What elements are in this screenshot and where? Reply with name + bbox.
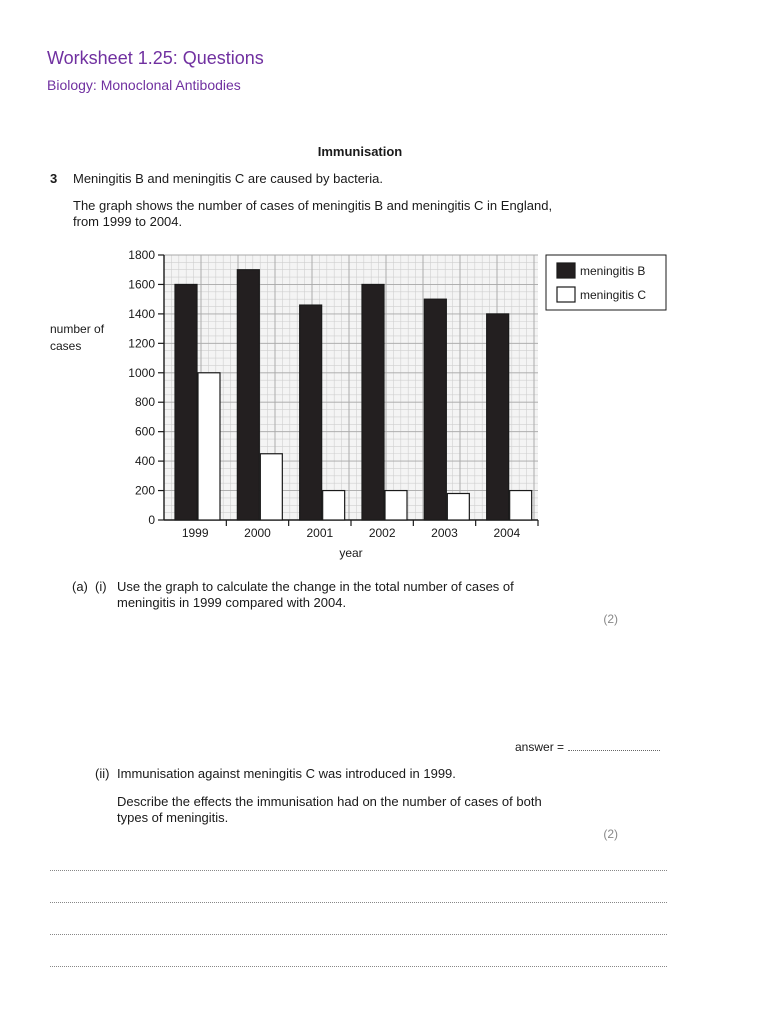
worksheet-title: Worksheet 1.25: Questions	[47, 48, 264, 68]
x-tick-label: 2002	[368, 526, 396, 540]
part-a-ii-marks: (2)	[603, 827, 618, 841]
y-tick-label: 1000	[128, 365, 155, 380]
answer-label: answer =	[515, 740, 565, 754]
part-a-label: (a)	[72, 579, 88, 594]
legend-label: meningitis C	[580, 288, 647, 302]
answer-writing-line[interactable]	[50, 870, 667, 871]
part-a-i-marks: (2)	[603, 612, 618, 626]
y-tick-label: 1800	[128, 248, 155, 262]
part-a-ii-text-line1: Immunisation against meningitis C was introduced in 1999.	[117, 766, 456, 781]
answer-writing-line[interactable]	[50, 934, 667, 935]
y-tick-label: 200	[134, 483, 155, 498]
bar-meningitis-c	[323, 491, 345, 520]
bar-meningitis-b	[487, 314, 509, 520]
bar-meningitis-c	[510, 491, 532, 520]
x-tick-label: 2000	[244, 526, 271, 540]
part-a-i-text-line2: meningitis in 1999 compared with 2004.	[117, 595, 347, 610]
bar-meningitis-b	[300, 305, 322, 520]
legend-label: meningitis B	[580, 264, 646, 278]
y-tick-label: 800	[134, 395, 155, 410]
bar-meningitis-c	[385, 491, 407, 520]
bar-meningitis-b	[362, 284, 384, 520]
part-a-ii-text-line3: types of meningitis.	[117, 810, 229, 825]
x-tick-label: 2003	[431, 526, 458, 540]
part-a-i-text-line1: Use the graph to calculate the change in the total number of cases of	[117, 579, 514, 594]
legend-swatch	[557, 263, 575, 278]
x-tick-label: 2004	[493, 526, 521, 540]
bar-meningitis-b	[237, 270, 259, 520]
y-axis-label: cases	[50, 339, 82, 353]
x-axis-label: year	[339, 546, 363, 560]
answer-dotted-line[interactable]	[568, 740, 660, 751]
answer-field[interactable]	[515, 740, 660, 754]
bar-meningitis-c	[198, 373, 220, 520]
legend-swatch	[557, 287, 575, 302]
question-intro: Meningitis B and meningitis C are caused by bacteria.	[73, 171, 383, 186]
x-tick-label: 2001	[306, 526, 334, 540]
x-tick-label: 1999	[181, 526, 209, 540]
y-tick-label: 400	[134, 454, 155, 469]
part-a-ii-label: (ii)	[95, 766, 110, 781]
bar-meningitis-c	[447, 494, 469, 521]
graph-description-line1: The graph shows the number of cases of meningitis B and meningitis C in England,	[73, 198, 553, 213]
question-number: 3	[50, 171, 58, 186]
part-a-i-label: (i)	[95, 579, 107, 594]
y-axis-label: number of	[50, 322, 105, 336]
answer-writing-line[interactable]	[50, 966, 667, 967]
section-heading: Immunisation	[317, 144, 403, 159]
y-tick-label: 600	[134, 424, 155, 439]
worksheet-subtitle: Biology: Monoclonal Antibodies	[47, 77, 241, 93]
y-tick-label: 1600	[128, 277, 155, 292]
y-tick-label: 1200	[128, 336, 155, 351]
bar-meningitis-b	[175, 284, 197, 520]
bar-meningitis-b	[424, 299, 446, 520]
bar-meningitis-c	[260, 454, 282, 520]
answer-writing-line[interactable]	[50, 902, 667, 903]
y-tick-label: 0	[148, 513, 155, 527]
graph-description-line2: from 1999 to 2004.	[73, 214, 183, 229]
part-a-ii-text-line2: Describe the effects the immunisation had on the number of cases of both	[117, 794, 542, 809]
y-tick-label: 1400	[128, 306, 155, 321]
